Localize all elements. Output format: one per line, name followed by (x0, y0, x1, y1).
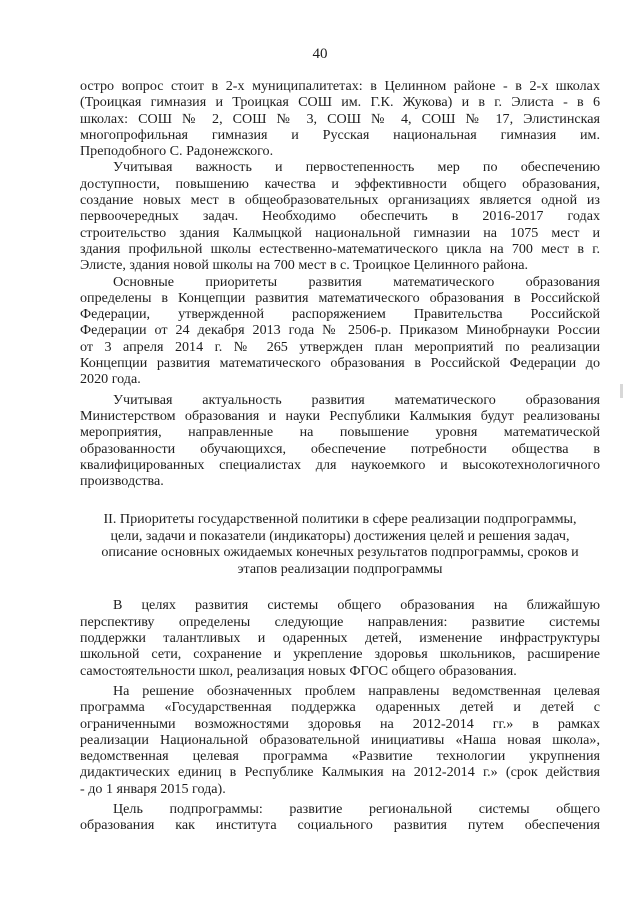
text-line: школьной сети, сохранение и укрепление здоровья школьников, расширение (80, 646, 600, 663)
heading-line: II. Приоритеты государственной политики в сфере реализации подпрограммы, (103, 511, 577, 528)
scan-mark (620, 384, 623, 398)
text-line: самостоятельности школ, реализация новых ФГОС общего образования. (80, 662, 517, 679)
text-line: Цель подпрограммы: развитие региональной системы общего (113, 800, 600, 817)
text-line: создание новых мест в общеобразовательных организациях является одной из (80, 192, 600, 209)
text-line: Основные приоритеты развития математического образования (113, 273, 600, 290)
paragraph-math-concept (80, 274, 600, 388)
text-line: образованности обучающихся, обеспечение потребности общества в (80, 440, 600, 457)
section-heading (80, 511, 600, 577)
heading-line: этапов реализации подпрограммы (237, 560, 443, 577)
text-line: Учитывая важность и первостепенность мер по обеспечению (113, 159, 600, 176)
text-line: В целях развития системы общего образования на ближайшую (113, 597, 600, 614)
text-line: Элисте, здания новой школы на 700 мест в с. Троицкое Целинного района. (80, 257, 529, 274)
text-line: Федерации, утвержденной распоряжением Правительства Российской (80, 306, 600, 323)
paragraph-municipalities (80, 78, 600, 159)
heading-line: цели, задачи и показатели (индикаторы) достижения целей и решения задач, (110, 527, 570, 544)
text-line: реализации Национальной образовательной инициативы «Наша новая школа», (80, 731, 600, 748)
page-content (80, 78, 600, 834)
text-line: перспективу определены следующие направления: развитие системы (80, 613, 600, 630)
text-line: Преподобного С. Радонежского. (80, 143, 274, 160)
text-line: мероприятия, направленные на повышение уровня математической (80, 424, 600, 441)
text-line: ограниченными возможностями здоровья на 2012-2014 гг.» в рамках (80, 715, 600, 732)
text-line: (Троицкая гимназия и Троицкая СОШ им. Г.К. Жукова) и в г. Элиста - в 6 (80, 94, 600, 111)
text-line: строительство здания Калмыцкой национальной гимназии на 1075 мест и (80, 224, 600, 241)
text-line: первоочередных задач. Необходимо обеспечить в 2016-2017 годах (80, 208, 600, 225)
paragraph-goal (80, 801, 600, 834)
text-line: Министерством образования и науки Республики Калмыкия будут реализованы (80, 407, 600, 424)
text-line: производства. (80, 473, 164, 490)
heading-line: описание основных ожидаемых конечных результатов подпрограммы, сроков и (101, 544, 579, 561)
paragraph-programs (80, 683, 600, 797)
text-line: многопрофильная гимназия и Русская национальная гимназия им. (80, 126, 600, 143)
paragraph-math-measures (80, 392, 600, 490)
paragraph-new-places (80, 159, 600, 273)
text-line: программа «Государственная поддержка одаренных детей и детей с (80, 699, 600, 716)
text-line: На решение обозначенных проблем направлены ведомственная целевая (113, 682, 600, 699)
text-line: от 3 апреля 2014 г. № 265 утвержден план мероприятий по реализации (80, 338, 600, 355)
text-line: дидактических единиц в Республике Калмыкия на 2012-2014 г.» (срок действия (80, 764, 600, 781)
text-line: квалифицированных специалистах для наукоемкого и высокотехнологичного (80, 456, 600, 473)
text-line: доступности, повышению качества и эффективности общего образования, (80, 175, 600, 192)
text-line: поддержки талантливых и одаренных детей, изменение инфраструктуры (80, 630, 600, 647)
text-line: ведомственная целевая программа «Развитие технологии укрупнения (80, 748, 600, 765)
text-line: школах: СОШ № 2, СОШ № 3, СОШ № 4, СОШ № 17, Элистинская (80, 110, 600, 127)
text-line: - до 1 января 2015 года). (80, 780, 226, 797)
paragraph-directions (80, 597, 600, 678)
page-number: 40 (312, 46, 328, 62)
text-line: определены в Концепции развития математического образования в Российской (80, 289, 600, 306)
text-line: остро вопрос стоит в 2-х муниципалитетах: в Целинном районе - в 2-х школах (80, 78, 600, 94)
text-line: здания профильной школы естественно-математического цикла на 700 мест в г. (80, 240, 600, 257)
text-line: Федерации от 24 декабря 2013 года № 2506-р. Приказом Минобрнауки России (80, 322, 600, 339)
text-line: Учитывая актуальность развития математического образования (113, 391, 600, 408)
text-line: Концепции развития математического образования в Российской Федерации до (80, 355, 600, 372)
text-line: образования как института социального развития путем обеспечения (80, 817, 600, 834)
text-line: 2020 года. (80, 371, 141, 388)
